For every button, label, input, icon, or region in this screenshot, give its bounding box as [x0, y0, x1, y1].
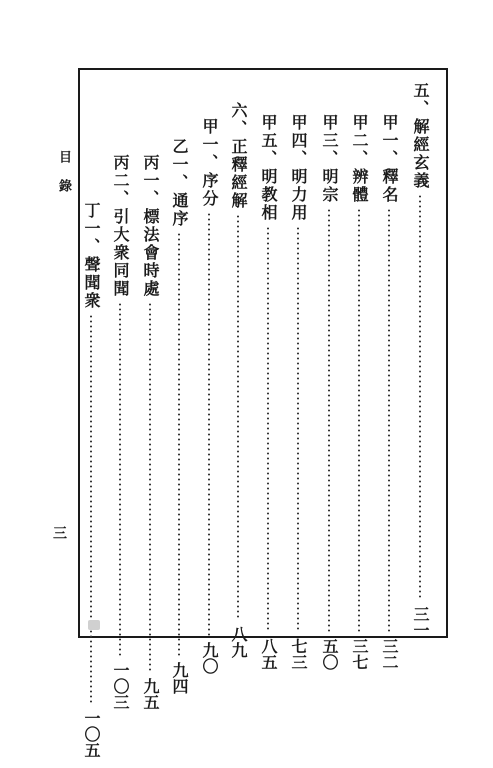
toc-entry — [78, 70, 104, 768]
ink-mark — [88, 620, 100, 630]
toc-leader-dots — [419, 194, 421, 600]
toc-leader-dots — [90, 314, 92, 704]
toc-entry — [196, 70, 222, 684]
toc-entry — [346, 70, 372, 680]
toc-leader-dots — [178, 232, 180, 656]
running-header-title: 目錄 — [56, 150, 71, 208]
toc-entry-title: 甲四、明力用 — [289, 114, 308, 222]
toc-entry-title: 丁一、聲聞衆 — [82, 202, 101, 310]
toc-leader-dots — [358, 208, 360, 632]
toc-entry — [255, 70, 281, 680]
toc-entry-page: 七三 — [289, 638, 308, 670]
page-number: 三 — [53, 526, 67, 542]
toc-entry-page: 五〇 — [320, 638, 339, 670]
toc-entry-title: 甲一、釋名 — [380, 114, 399, 204]
toc-leader-dots — [208, 212, 210, 636]
toc-entry-page: 三二 — [380, 638, 399, 670]
toc-leader-dots — [328, 208, 330, 632]
toc-entry-title: 丙二、引大衆同聞 — [111, 154, 130, 298]
toc-leader-dots — [267, 226, 269, 632]
toc-entry-title: 五、解經玄義 — [411, 82, 430, 190]
toc-entry — [407, 70, 433, 648]
toc-entry-page: 一〇五 — [82, 710, 101, 758]
toc-entry — [107, 70, 133, 720]
toc-entry-page: 三一 — [411, 606, 430, 638]
toc-entry — [316, 70, 342, 680]
toc-entry — [166, 70, 192, 704]
toc-entry-title: 甲五、明教相 — [259, 114, 278, 222]
toc-leader-dots — [237, 214, 239, 620]
toc-entry — [225, 70, 251, 668]
toc-leader-dots — [388, 208, 390, 632]
toc-entry-title: 丙一、標法會時處 — [141, 154, 160, 298]
toc-leader-dots — [119, 302, 121, 656]
toc-entry-title: 乙一、通序 — [170, 138, 189, 228]
contents-frame — [78, 68, 448, 758]
toc-entry — [137, 70, 163, 720]
toc-entry-page: 一〇三 — [111, 662, 130, 710]
toc-entry-page: 九五 — [141, 678, 160, 710]
toc-entry-title: 甲二、辨體 — [350, 114, 369, 204]
toc-entry — [376, 70, 402, 680]
toc-leader-dots — [149, 302, 151, 672]
toc-entry-title: 甲三、明宗 — [320, 114, 339, 204]
toc-entry-page: 八五 — [259, 638, 278, 670]
toc-entry-title: 六、正釋經解 — [229, 102, 248, 210]
toc-entry-page: 八九 — [229, 626, 248, 658]
toc-entry-page: 九〇 — [200, 642, 219, 674]
toc-entry-page: 九四 — [170, 662, 189, 694]
toc-entry-page: 三七 — [350, 638, 369, 670]
toc-entry — [285, 70, 311, 680]
toc-leader-dots — [297, 226, 299, 632]
toc-entry-title: 甲一、序分 — [200, 118, 219, 208]
